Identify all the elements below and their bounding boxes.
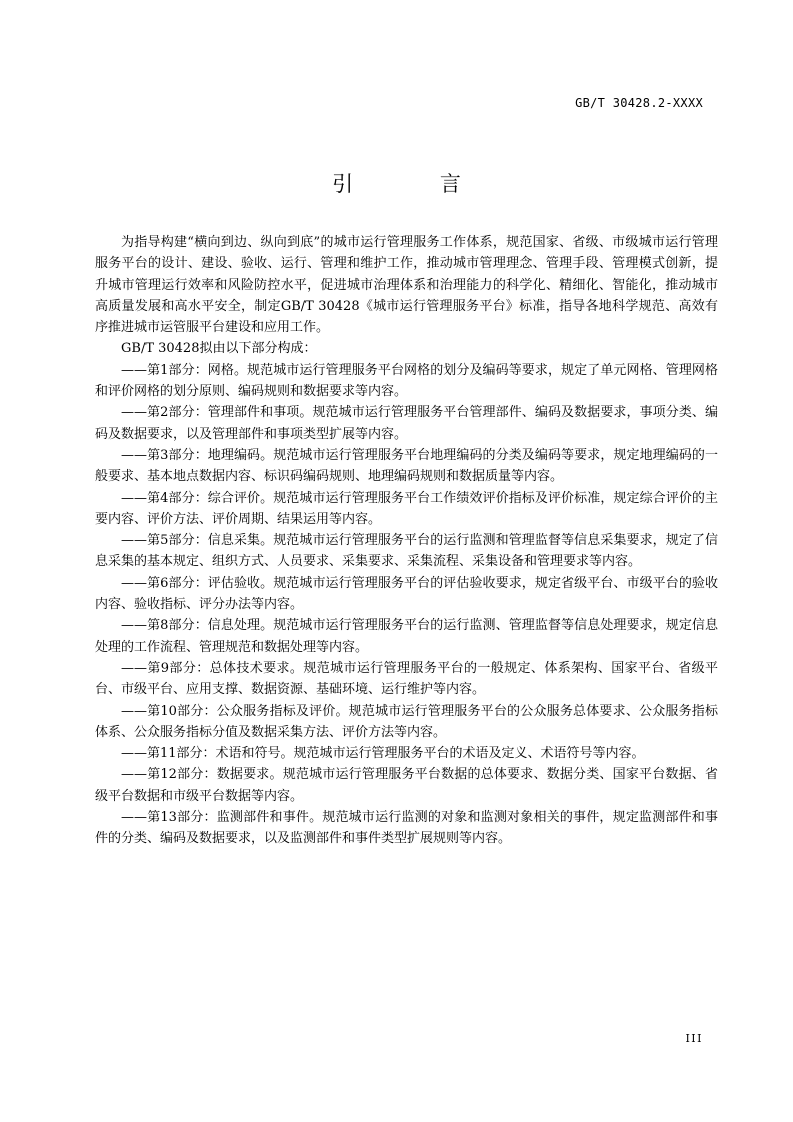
standard-code-header: GB/T 30428.2-XXXX bbox=[575, 96, 703, 110]
page-title: 引 言 bbox=[332, 172, 501, 196]
part-item-8: ——第8部分：信息处理。规范城市运行管理服务平台的运行监测、管理监督等信息处理要求，规定信息处理的工作流程、管理规范和数据处理等内容。 bbox=[95, 618, 718, 655]
intro-paragraph: 为指导构建“横向到边、纵向到底”的城市运行管理服务工作体系，规范国家、省级、市级城市运行管理服务平台的设计、建设、验收、运行、管理和维护工作，推动城市管理理念、管理手段、管理模式创新，提升城市管理运行效率和风险防控水平，促进城市治理体系和治理能力的科学化、精细化、智能化，推动城市高质量发展和高水平安全，制定GB/T 30428《城市运行管理服务平台》标准，指导各地科学规范、高效有序推进城市运管服平台建设和应用工作。 bbox=[95, 235, 718, 336]
part-item-11: ——第11部分：术语和符号。规范城市运行管理服务平台的术语及定义、术语符号等内容。 bbox=[121, 746, 645, 762]
part-item-3: ——第3部分：地理编码。规范城市运行管理服务平台地理编码的分类及编码等要求，规定地理编码的一般要求、基本地点数据内容、标识码编码规则、地理编码规则和数据质量等内容。 bbox=[95, 447, 718, 485]
part-item-13: ——第13部分：监测部件和事件。规范城市运行监测的对象和监测对象相关的事件，规定监测部件和事件的分类、编码及数据要求，以及监测部件和事件类型扩展规则等内容。 bbox=[95, 810, 718, 847]
part-item-1: ——第1部分：网格。规范城市运行管理服务平台网格的划分及编码等要求，规定了单元网格、管理网格和评价网格的划分原则、编码规则和数据要求等内容。 bbox=[95, 362, 718, 400]
part-item-5: ——第5部分：信息采集。规范城市运行管理服务平台的运行监测和管理监督等信息采集要求，规定了信息采集的基本规定、组织方式、人员要求、采集要求、采集流程、采集设备和管理要求等内容。 bbox=[95, 533, 718, 570]
part-item-12: ——第12部分：数据要求。规范城市运行管理服务平台数据的总体要求、数据分类、国家平台数据、省级平台数据和市级平台数据等内容。 bbox=[95, 767, 718, 804]
parts-intro-line: GB/T 30428拟由以下部分构成： bbox=[121, 341, 317, 357]
part-item-4: ——第4部分：综合评价。规范城市运行管理服务平台工作绩效评价指标及评价标准，规定综合评价的主要内容、评价方法、评价周期、结果运用等内容。 bbox=[95, 490, 718, 527]
part-item-2: ——第2部分：管理部件和事项。规范城市运行管理服务平台管理部件、编码及数据要求，事项分类、编码及数据要求，以及管理部件和事项类型扩展等内容。 bbox=[95, 405, 718, 442]
part-item-6: ——第6部分：评估验收。规范城市运行管理服务平台的评估验收要求，规定省级平台、市级平台的验收内容、验收指标、评分办法等内容。 bbox=[95, 575, 718, 613]
page-number: III bbox=[685, 1032, 703, 1045]
part-item-10: ——第10部分：公众服务指标及评价。规范城市运行管理服务平台的公众服务总体要求、公众服务指标体系、公众服务指标分值及数据采集方法、评价方法等内容。 bbox=[95, 703, 718, 740]
introduction-body bbox=[95, 232, 718, 850]
part-item-9: ——第9部分：总体技术要求。规范城市运行管理服务平台的一般规定、体系架构、国家平台、省级平台、市级平台、应用支撑、数据资源、基础环境、运行维护等内容。 bbox=[95, 660, 718, 698]
